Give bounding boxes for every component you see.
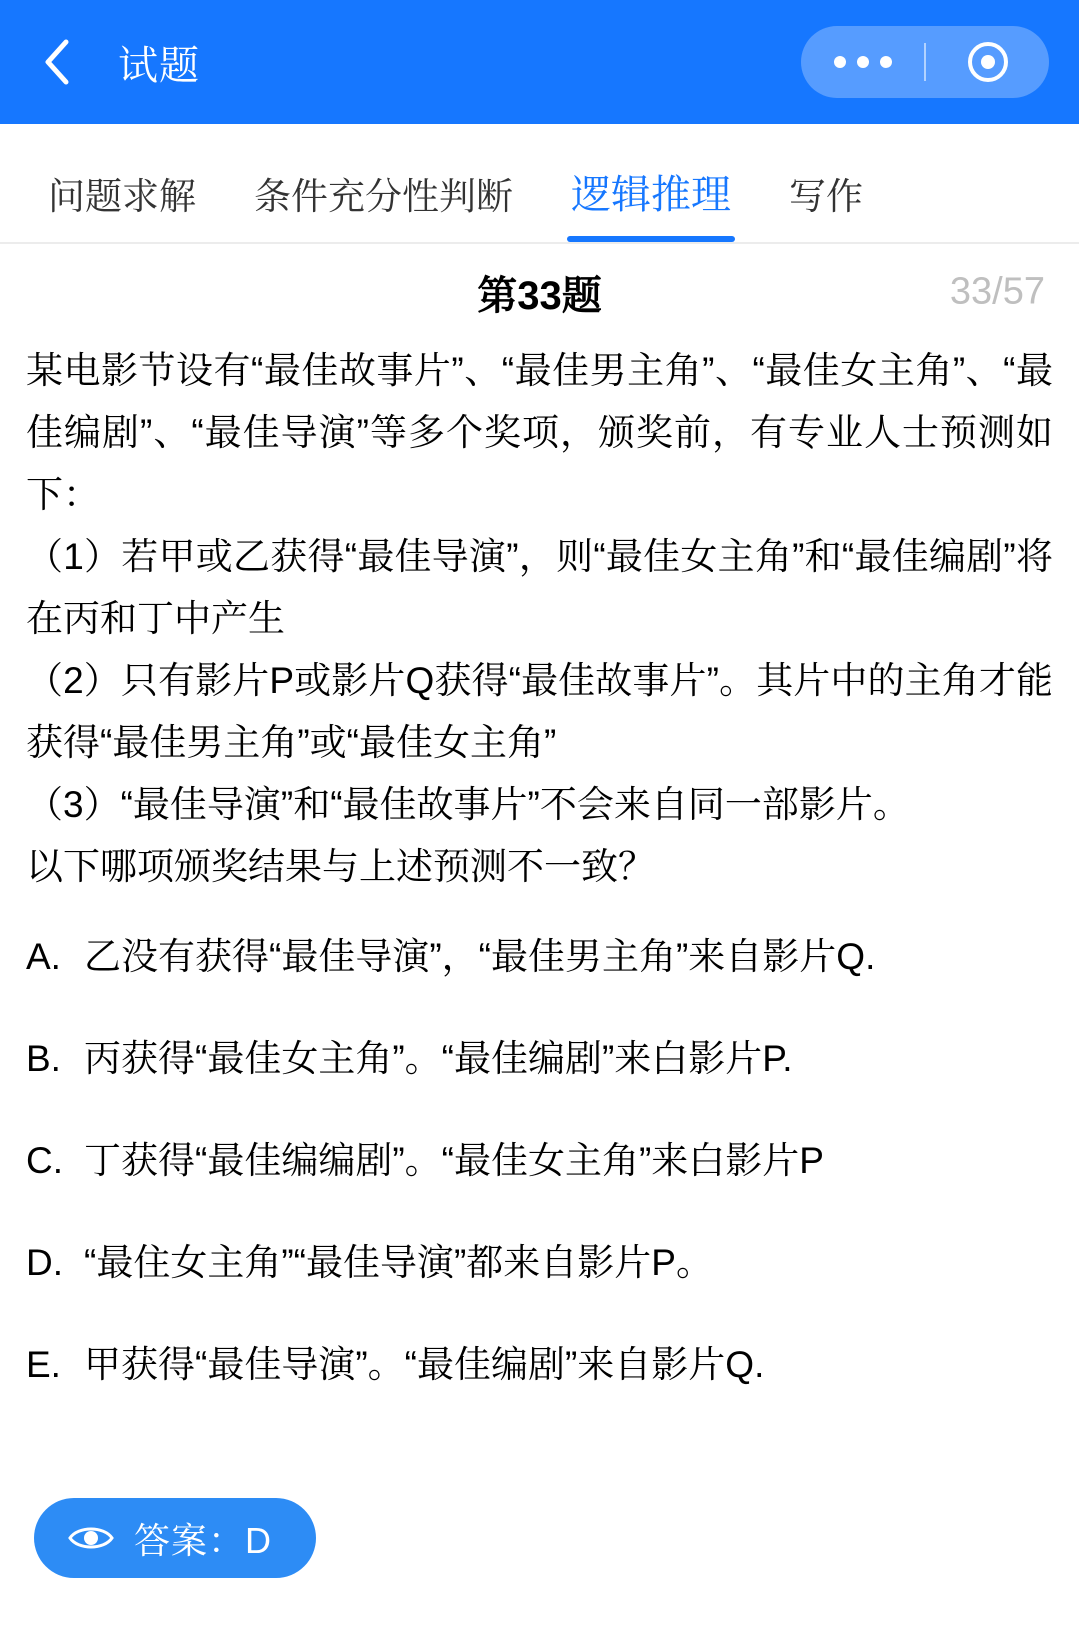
option-a-key: A. xyxy=(26,936,61,977)
option-d-text: “最住女主角”“最佳导演”都来自影片P。 xyxy=(84,1242,713,1283)
option-d[interactable] xyxy=(26,1234,1053,1292)
option-list xyxy=(26,928,1053,1394)
category-tabs xyxy=(0,124,1079,244)
eye-icon xyxy=(68,1523,114,1553)
mini-program-capsule xyxy=(801,26,1049,98)
option-c-text: 丁获得“最佳编编剧”。“最佳女主角”来白影片P xyxy=(84,1140,824,1181)
back-icon[interactable] xyxy=(34,39,80,85)
option-a[interactable] xyxy=(26,928,1053,986)
question-ask: 以下哪项颁奖结果与上述预测不一致？ xyxy=(26,846,655,887)
option-b-text: 丙获得“最佳女主角”。“最佳编剧”来白影片P. xyxy=(84,1038,793,1079)
tab-writing[interactable]: 写作 xyxy=(789,176,863,217)
show-answer-button[interactable] xyxy=(34,1498,316,1578)
option-e-text: 甲获得“最佳导演”。“最佳编剧”来自影片Q. xyxy=(84,1344,765,1385)
tab-problem-solving[interactable]: 问题求解 xyxy=(48,176,196,217)
question-content xyxy=(0,340,1079,1394)
option-d-key: D. xyxy=(26,1242,63,1283)
option-c[interactable] xyxy=(26,1132,1053,1190)
target-circle-icon[interactable] xyxy=(926,42,1049,82)
stem-paragraph: 某电影节设有“最佳故事片”、“最佳男主角”、“最佳女主角”、“最佳编剧”、“最佳导演”等多个奖项，颁奖前，有专业人士预测如下： xyxy=(26,350,1053,515)
option-c-key: C. xyxy=(26,1140,63,1181)
question-number: 第33题 xyxy=(477,273,602,318)
tab-sufficiency-judgement[interactable]: 条件充分性判断 xyxy=(254,176,513,217)
question-stem xyxy=(26,340,1053,836)
tab-logical-reasoning[interactable]: 逻辑推理 xyxy=(571,163,731,242)
page-title: 试题 xyxy=(118,43,200,88)
stem-condition-3: （3）“最佳导演”和“最佳故事片”不会来自同一部影片。 xyxy=(26,784,910,825)
question-progress: 33/57 xyxy=(949,270,1045,313)
top-navigation-bar xyxy=(0,0,1079,124)
stem-condition-2: （2）只有影片P或影片Q获得“最佳故事片”。其片中的主角才能获得“最佳男主角”或“最佳女主角” xyxy=(26,660,1053,763)
question-header xyxy=(0,244,1079,340)
option-e-key: E. xyxy=(26,1344,61,1385)
option-a-text: 乙没有获得“最佳导演”，“最佳男主角”来自影片Q. xyxy=(84,936,876,977)
more-dots-icon[interactable] xyxy=(801,56,924,68)
option-b[interactable] xyxy=(26,1030,1053,1088)
option-e[interactable] xyxy=(26,1336,1053,1394)
option-b-key: B. xyxy=(26,1038,61,1079)
answer-bar xyxy=(34,1498,316,1578)
answer-label: 答案：D xyxy=(134,1519,272,1561)
stem-condition-1: （1）若甲或乙获得“最佳导演”，则“最佳女主角”和“最佳编剧”将在丙和丁中产生 xyxy=(26,536,1053,639)
